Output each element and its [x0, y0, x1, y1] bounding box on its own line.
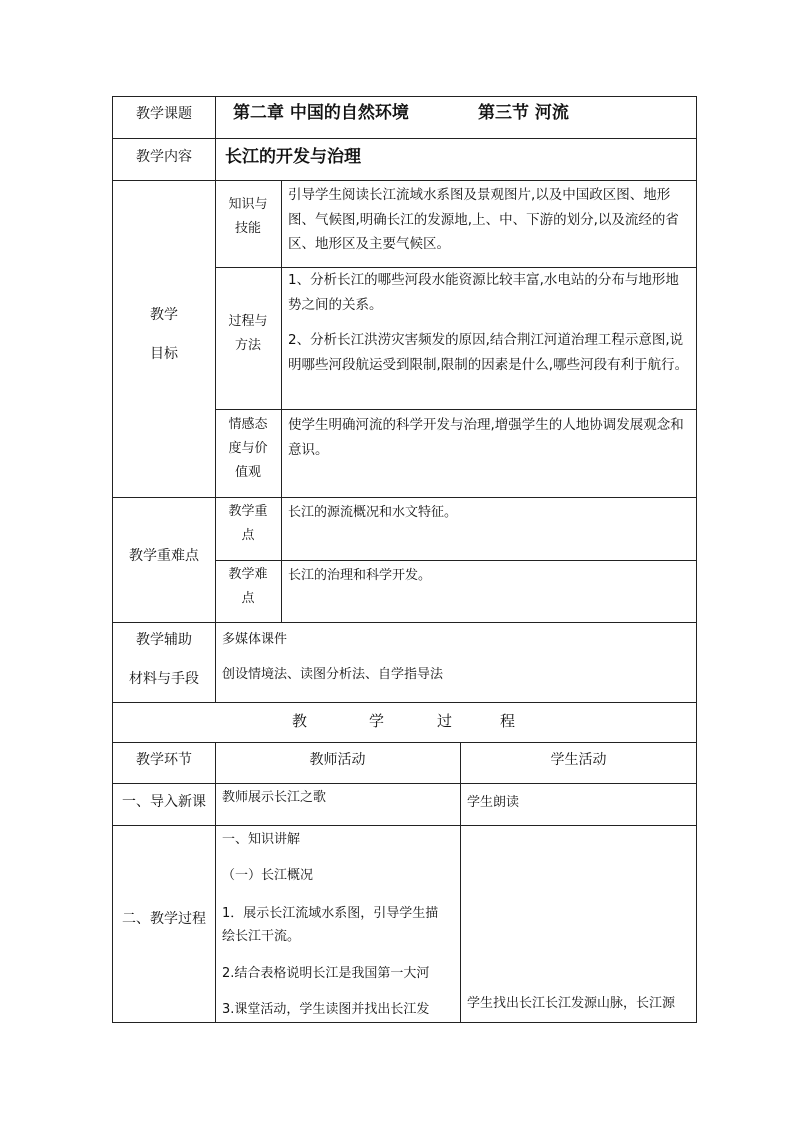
table-border-bottom	[112, 1022, 697, 1023]
knowledge-label-2: 技能	[234, 221, 261, 236]
hard-text: 长江的治理和科学开发。	[288, 568, 432, 583]
process-header-char: 教	[292, 712, 308, 730]
row-divider	[112, 180, 697, 181]
main-teacher-line: 绘长江干流。	[222, 929, 301, 944]
process-text-1: 1、分析长江的哪些河段水能资源比较丰富,水电站的分布与地形地势之间的关系。	[288, 272, 679, 313]
row-divider	[112, 702, 697, 703]
content-value: 长江的开发与治理	[225, 147, 361, 167]
column-divider	[460, 742, 461, 1023]
main-teacher-line: 2.结合表格说明长江是我国第一大河	[222, 966, 430, 981]
column-header-student: 学生活动	[550, 752, 607, 768]
topic-section: 第三节 河流	[478, 103, 569, 123]
key-text: 长江的源流概况和水文特征。	[288, 505, 458, 520]
hard-label-2: 点	[241, 591, 255, 606]
row-divider	[112, 825, 697, 826]
column-header-stage: 教学环节	[136, 752, 192, 768]
objectives-label-1: 教学	[150, 307, 178, 323]
attitude-label-1: 情感态	[228, 417, 268, 432]
knowledge-text: 引导学生阅读长江流域水系图及景观图片,以及中国政区图、地形图、气候图,明确长江的发源地,上、中、下游的划分,以及流经的省区、地形区及主要气候区。	[288, 187, 679, 252]
table-border-right	[696, 96, 697, 1023]
difficulty-label: 教学重难点	[129, 548, 199, 564]
intro-stage: 一、导入新课	[122, 794, 206, 810]
objectives-label-2: 目标	[150, 346, 178, 362]
knowledge-label-1: 知识与	[228, 197, 268, 212]
process-label-1: 过程与	[228, 314, 268, 329]
topic-chapter: 第二章 中国的自然环境	[233, 103, 409, 123]
row-divider	[112, 783, 697, 784]
attitude-text: 使学生明确河流的科学开发与治理,增强学生的人地协调发展观念和意识。	[288, 417, 684, 458]
main-stage: 二、教学过程	[122, 911, 206, 927]
content-label: 教学内容	[136, 149, 192, 165]
aids-label-1: 教学辅助	[136, 632, 192, 648]
process-text-2: 2、分析长江洪涝灾害频发的原因,结合荆江河道治理工程示意图,说明哪些河段航运受到限制,限制的因素是什么,哪些河段有利于航行。	[288, 332, 689, 373]
row-divider	[112, 497, 697, 498]
aids-line-2: 创设情境法、读图分析法、自学指导法	[222, 667, 444, 682]
process-label-2: 方法	[234, 338, 261, 353]
row-divider	[112, 742, 697, 743]
column-header-teacher: 教师活动	[309, 752, 366, 768]
main-teacher-line: 3.课堂活动，学生读图并找出长江发	[222, 1002, 430, 1017]
key-label-2: 点	[241, 528, 255, 543]
attitude-label-2: 度与价	[228, 441, 268, 456]
main-teacher-line: 一、知识讲解	[222, 832, 301, 847]
row-divider	[112, 622, 697, 623]
key-label-1: 教学重	[228, 504, 268, 519]
process-header-char: 程	[500, 712, 516, 730]
intro-student: 学生朗读	[467, 795, 520, 810]
aids-label-2: 材料与手段	[129, 671, 199, 687]
topic-label: 教学课题	[136, 106, 192, 122]
column-divider	[215, 96, 216, 702]
process-header-char: 过	[437, 712, 453, 730]
column-divider	[281, 180, 282, 622]
row-divider	[215, 560, 697, 561]
attitude-label-3: 值观	[234, 465, 261, 480]
main-teacher-line: 1．展示长江流域水系图，引导学生描	[222, 906, 439, 921]
column-divider	[215, 742, 216, 1023]
main-teacher-line: （一）长江概况	[222, 868, 314, 883]
main-student: 学生找出长江长江发源山脉，长江源	[467, 996, 676, 1011]
table-border-top	[112, 96, 697, 97]
hard-label-1: 教学难	[228, 567, 268, 582]
row-divider	[215, 409, 697, 410]
intro-teacher: 教师展示长江之歌	[222, 790, 327, 805]
aids-line-1: 多媒体课件	[222, 632, 288, 647]
row-divider	[112, 138, 697, 139]
process-header-char: 学	[369, 712, 385, 730]
